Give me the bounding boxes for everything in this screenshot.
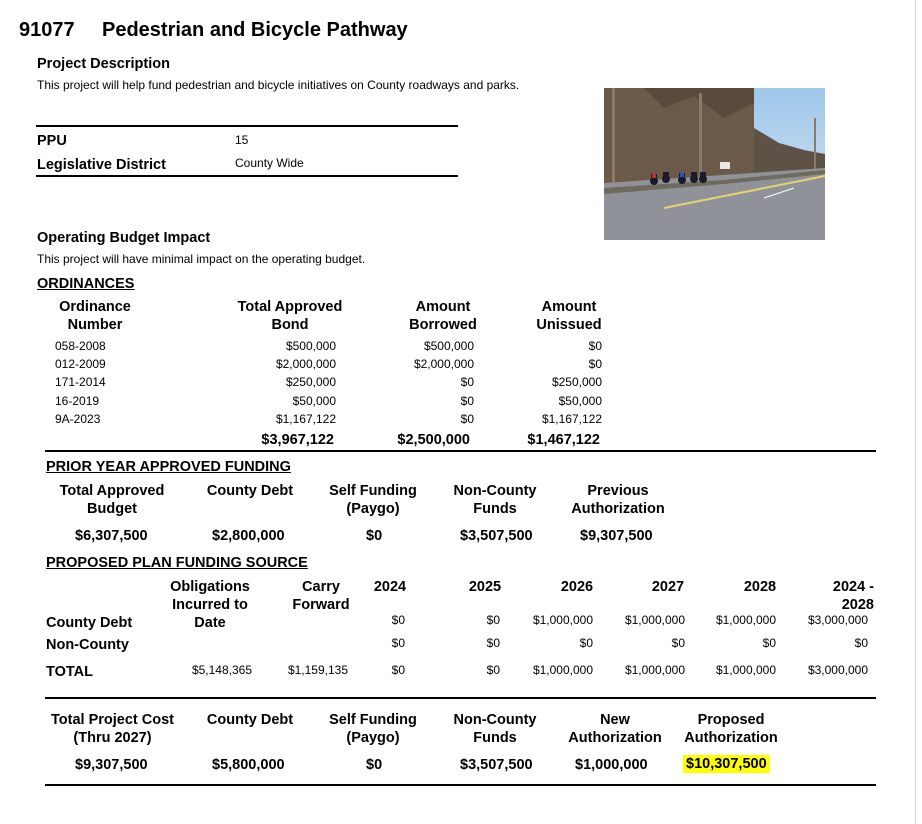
plan-cell: $0 [579,636,593,650]
ord-header-number: Ordinance Number [59,299,131,333]
prior-self-funding-value: $0 [366,528,383,544]
plan-total-cell: $0 [391,663,405,677]
summary-total-cost-value: $9,307,500 [75,757,148,773]
summary-header-total-cost: Total Project Cost (Thru 2027) [51,712,174,746]
plan-row-label: County Debt [46,615,133,631]
district-label: Legislative District [37,157,166,173]
prior-header-budget: Total Approved Budget [59,483,165,517]
ppu-label: PPU [37,133,67,149]
plan-cell: $0 [762,636,776,650]
description-heading: Project Description [37,56,170,72]
divider [36,175,458,177]
divider [45,784,876,786]
plan-cell: $0 [486,636,500,650]
plan-header-2026: 2026 [560,579,594,595]
ord-header-unissued: Amount Unissued [536,299,602,333]
ord-borrowed: $0 [460,394,474,408]
summary-non-county-value: $3,507,500 [460,757,533,773]
plan-row-label: Non-County [46,637,129,653]
district-value: County Wide [235,156,304,170]
plan-total-cell: $1,000,000 [532,663,593,677]
ord-header-bond: Total Approved Bond [237,299,343,333]
ord-borrowed: $0 [460,412,474,426]
plan-total-cell: $1,000,000 [624,663,685,677]
budget-impact-text: This project will have minimal impact on the operating budget. [37,252,366,266]
ord-number: 012-2009 [55,357,106,371]
plan-cell: $1,000,000 [715,613,776,627]
summary-self-funding-value: $0 [366,757,383,773]
plan-total-cell: $0 [486,663,500,677]
ord-unissued: $0 [588,339,602,353]
project-title: Pedestrian and Bicycle Pathway [102,19,408,41]
prior-year-heading: PRIOR YEAR APPROVED FUNDING [46,459,291,475]
ordinances-heading: ORDINANCES [37,276,135,292]
plan-cell: $1,000,000 [624,613,685,627]
ord-borrowed: $500,000 [423,339,474,353]
prior-header-non-county: Non-County Funds [453,483,537,517]
summary-proposed-auth-value: $10,307,500 [683,755,770,773]
plan-header-range: 2024 - 2028 [832,579,874,613]
ord-total-borrowed: $2,500,000 [397,432,470,448]
plan-total-cell: $5,148,365 [191,663,252,677]
ord-header-borrowed: Amount Borrowed [409,299,477,333]
page-edge [915,0,916,824]
plan-header-obligations: Obligations Incurred to Date [170,579,250,631]
description-text: This project will help fund pedestrian and bicycle initiatives on County roadways and parks. [37,78,520,92]
ord-total-bond: $3,967,122 [261,432,334,448]
ord-number: 171-2014 [55,375,106,389]
divider [45,697,876,699]
ord-number: 058-2008 [55,339,106,353]
project-photo [604,88,825,240]
plan-total-label: TOTAL [46,664,93,680]
plan-cell: $3,000,000 [807,613,868,627]
ord-unissued: $0 [588,357,602,371]
plan-total-cell: $1,159,135 [287,663,348,677]
prior-non-county-value: $3,507,500 [460,528,533,544]
ord-total-unissued: $1,467,122 [527,432,600,448]
summary-county-debt-value: $5,800,000 [212,757,285,773]
ord-number: 9A-2023 [55,412,101,426]
plan-header-carry: Carry Forward [292,579,350,613]
ord-number: 16-2019 [55,394,100,408]
plan-header-2025: 2025 [468,579,502,595]
prior-header-self-funding: Self Funding (Paygo) [329,483,417,517]
budget-impact-heading: Operating Budget Impact [37,230,211,246]
ord-bond: $250,000 [285,375,336,389]
summary-header-new-auth: New Authorization [568,712,662,746]
plan-header-2024: 2024 [373,579,407,595]
plan-cell: $0 [391,613,405,627]
plan-total-cell: $1,000,000 [715,663,776,677]
divider [36,125,458,127]
project-number: 91077 [19,19,75,41]
plan-cell: $0 [671,636,685,650]
prior-previous-value: $9,307,500 [580,528,653,544]
plan-cell: $0 [391,636,405,650]
plan-header-2028: 2028 [743,579,777,595]
summary-header-self-funding: Self Funding (Paygo) [329,712,417,746]
prior-county-debt-value: $2,800,000 [212,528,285,544]
ord-unissued: $50,000 [558,394,602,408]
summary-new-auth-value: $1,000,000 [575,757,648,773]
plan-total-cell: $3,000,000 [807,663,868,677]
ppu-value: 15 [235,133,249,147]
plan-cell: $1,000,000 [532,613,593,627]
summary-header-county-debt: County Debt [206,712,294,728]
ord-borrowed: $0 [460,375,474,389]
prior-budget-value: $6,307,500 [75,528,148,544]
prior-header-county-debt: County Debt [206,483,294,499]
ord-bond: $1,167,122 [275,412,336,426]
ord-bond: $500,000 [285,339,336,353]
proposed-plan-heading: PROPOSED PLAN FUNDING SOURCE [46,555,308,571]
summary-header-non-county: Non-County Funds [453,712,537,746]
ord-unissued: $1,167,122 [541,412,602,426]
plan-cell: $0 [486,613,500,627]
ord-borrowed: $2,000,000 [413,357,474,371]
plan-header-2027: 2027 [651,579,685,595]
ord-unissued: $250,000 [551,375,602,389]
prior-header-previous: Previous Authorization [571,483,665,517]
ord-bond: $2,000,000 [275,357,336,371]
summary-header-proposed-auth: Proposed Authorization [684,712,778,746]
divider [45,450,876,452]
ord-bond: $50,000 [292,394,336,408]
plan-cell: $0 [854,636,868,650]
